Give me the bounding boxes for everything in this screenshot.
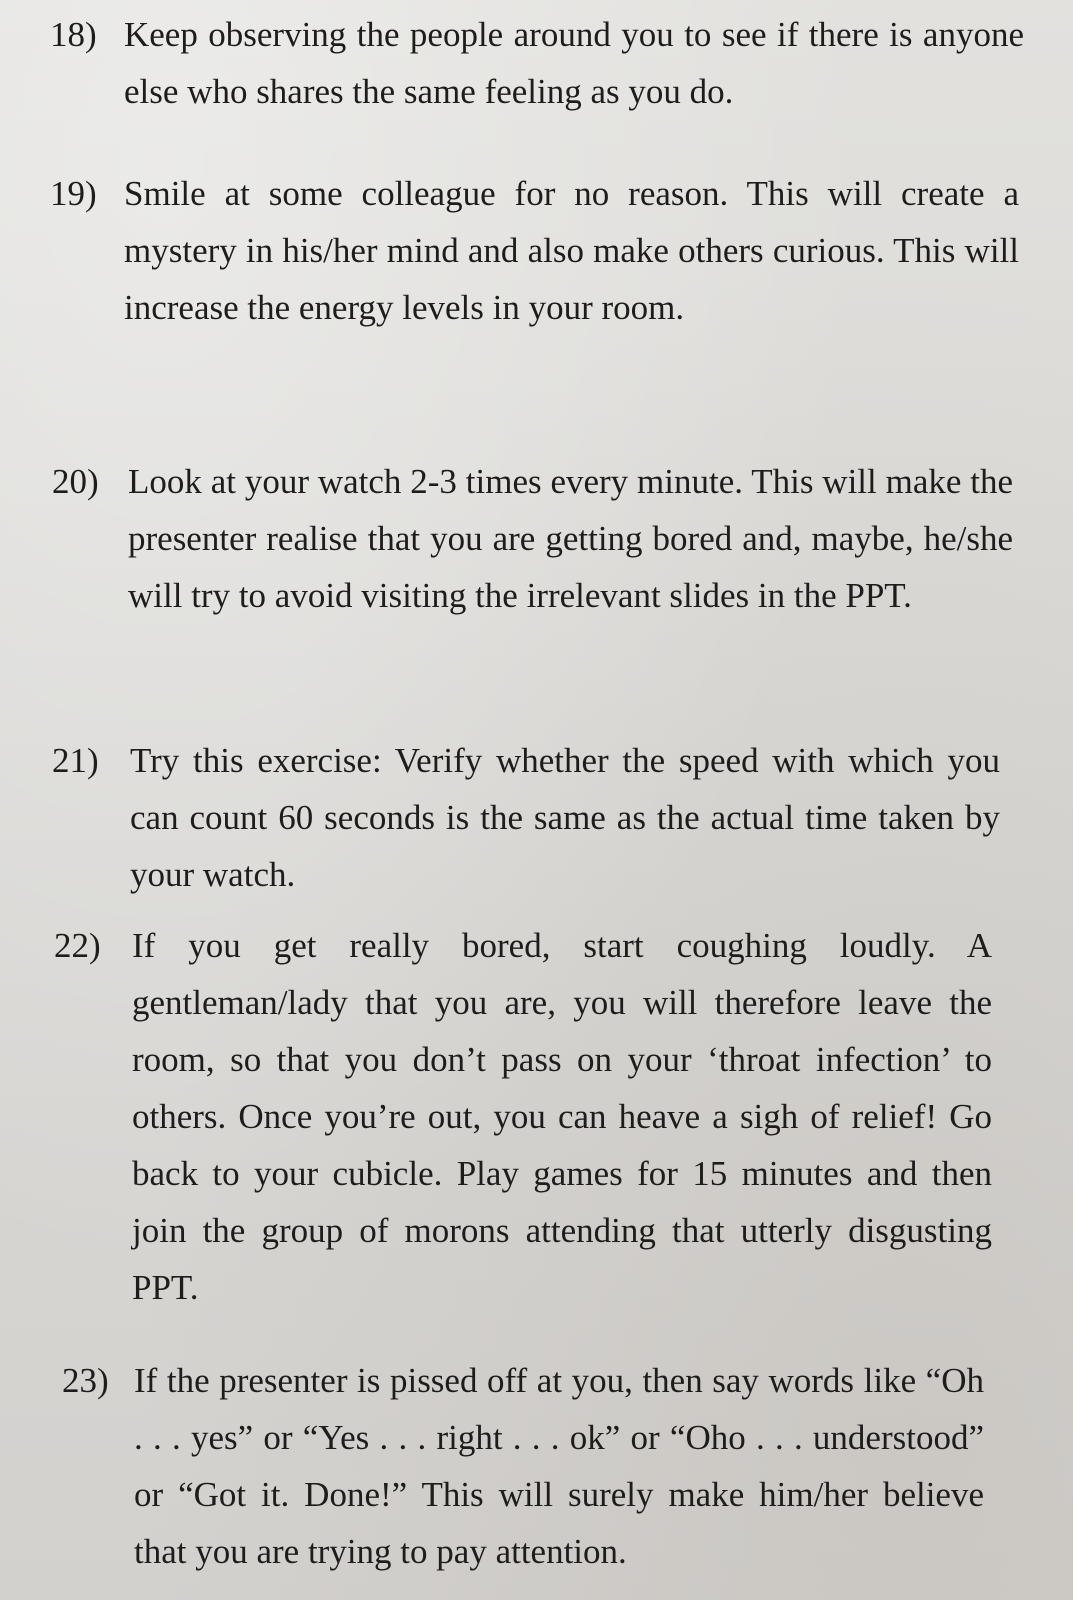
item-text: Keep observing the people around you to see if there is anyone else who shares the same feeling as you do. bbox=[124, 15, 1024, 111]
item-number: 23) bbox=[62, 1361, 109, 1400]
item-number: 18) bbox=[50, 15, 97, 54]
item-text: Look at your watch 2-3 times every minute. This will make the presenter realise that you are getting bored and, maybe, he/she will try to avoid visiting the irrelevant slides in the PPT. bbox=[128, 462, 1013, 615]
item-text: Try this exercise: Verify whether the speed with which you can count 60 seconds is the same as the actual time taken by your watch. bbox=[130, 741, 1000, 894]
item-text: If you get really bored, start coughing loudly. A gentleman/lady that you are, you will therefore leave the room, so that you don’t pass on your ‘throat infection’ to others. Once you’re out, you can heave a sigh of relief! Go back to your cubicle. Play games for 15 minutes and then join the group of morons attending that utterly disgusting PPT. bbox=[132, 926, 992, 1307]
item-number: 22) bbox=[54, 926, 101, 965]
item-number: 20) bbox=[52, 462, 99, 501]
item-number: 19) bbox=[50, 174, 97, 213]
item-text: If the presenter is pissed off at you, then say words like “Oh . . . yes” or “Yes . . . right . . . ok” or “Oho . . . understood” or “Got it. Done!” This will surely make him/her believe that you are trying to pay attention. bbox=[134, 1361, 984, 1571]
item-number: 21) bbox=[52, 741, 99, 780]
item-text: Smile at some colleague for no reason. This will create a mystery in his/her mind and also make others curious. This will increase the energy levels in your room. bbox=[124, 174, 1019, 327]
